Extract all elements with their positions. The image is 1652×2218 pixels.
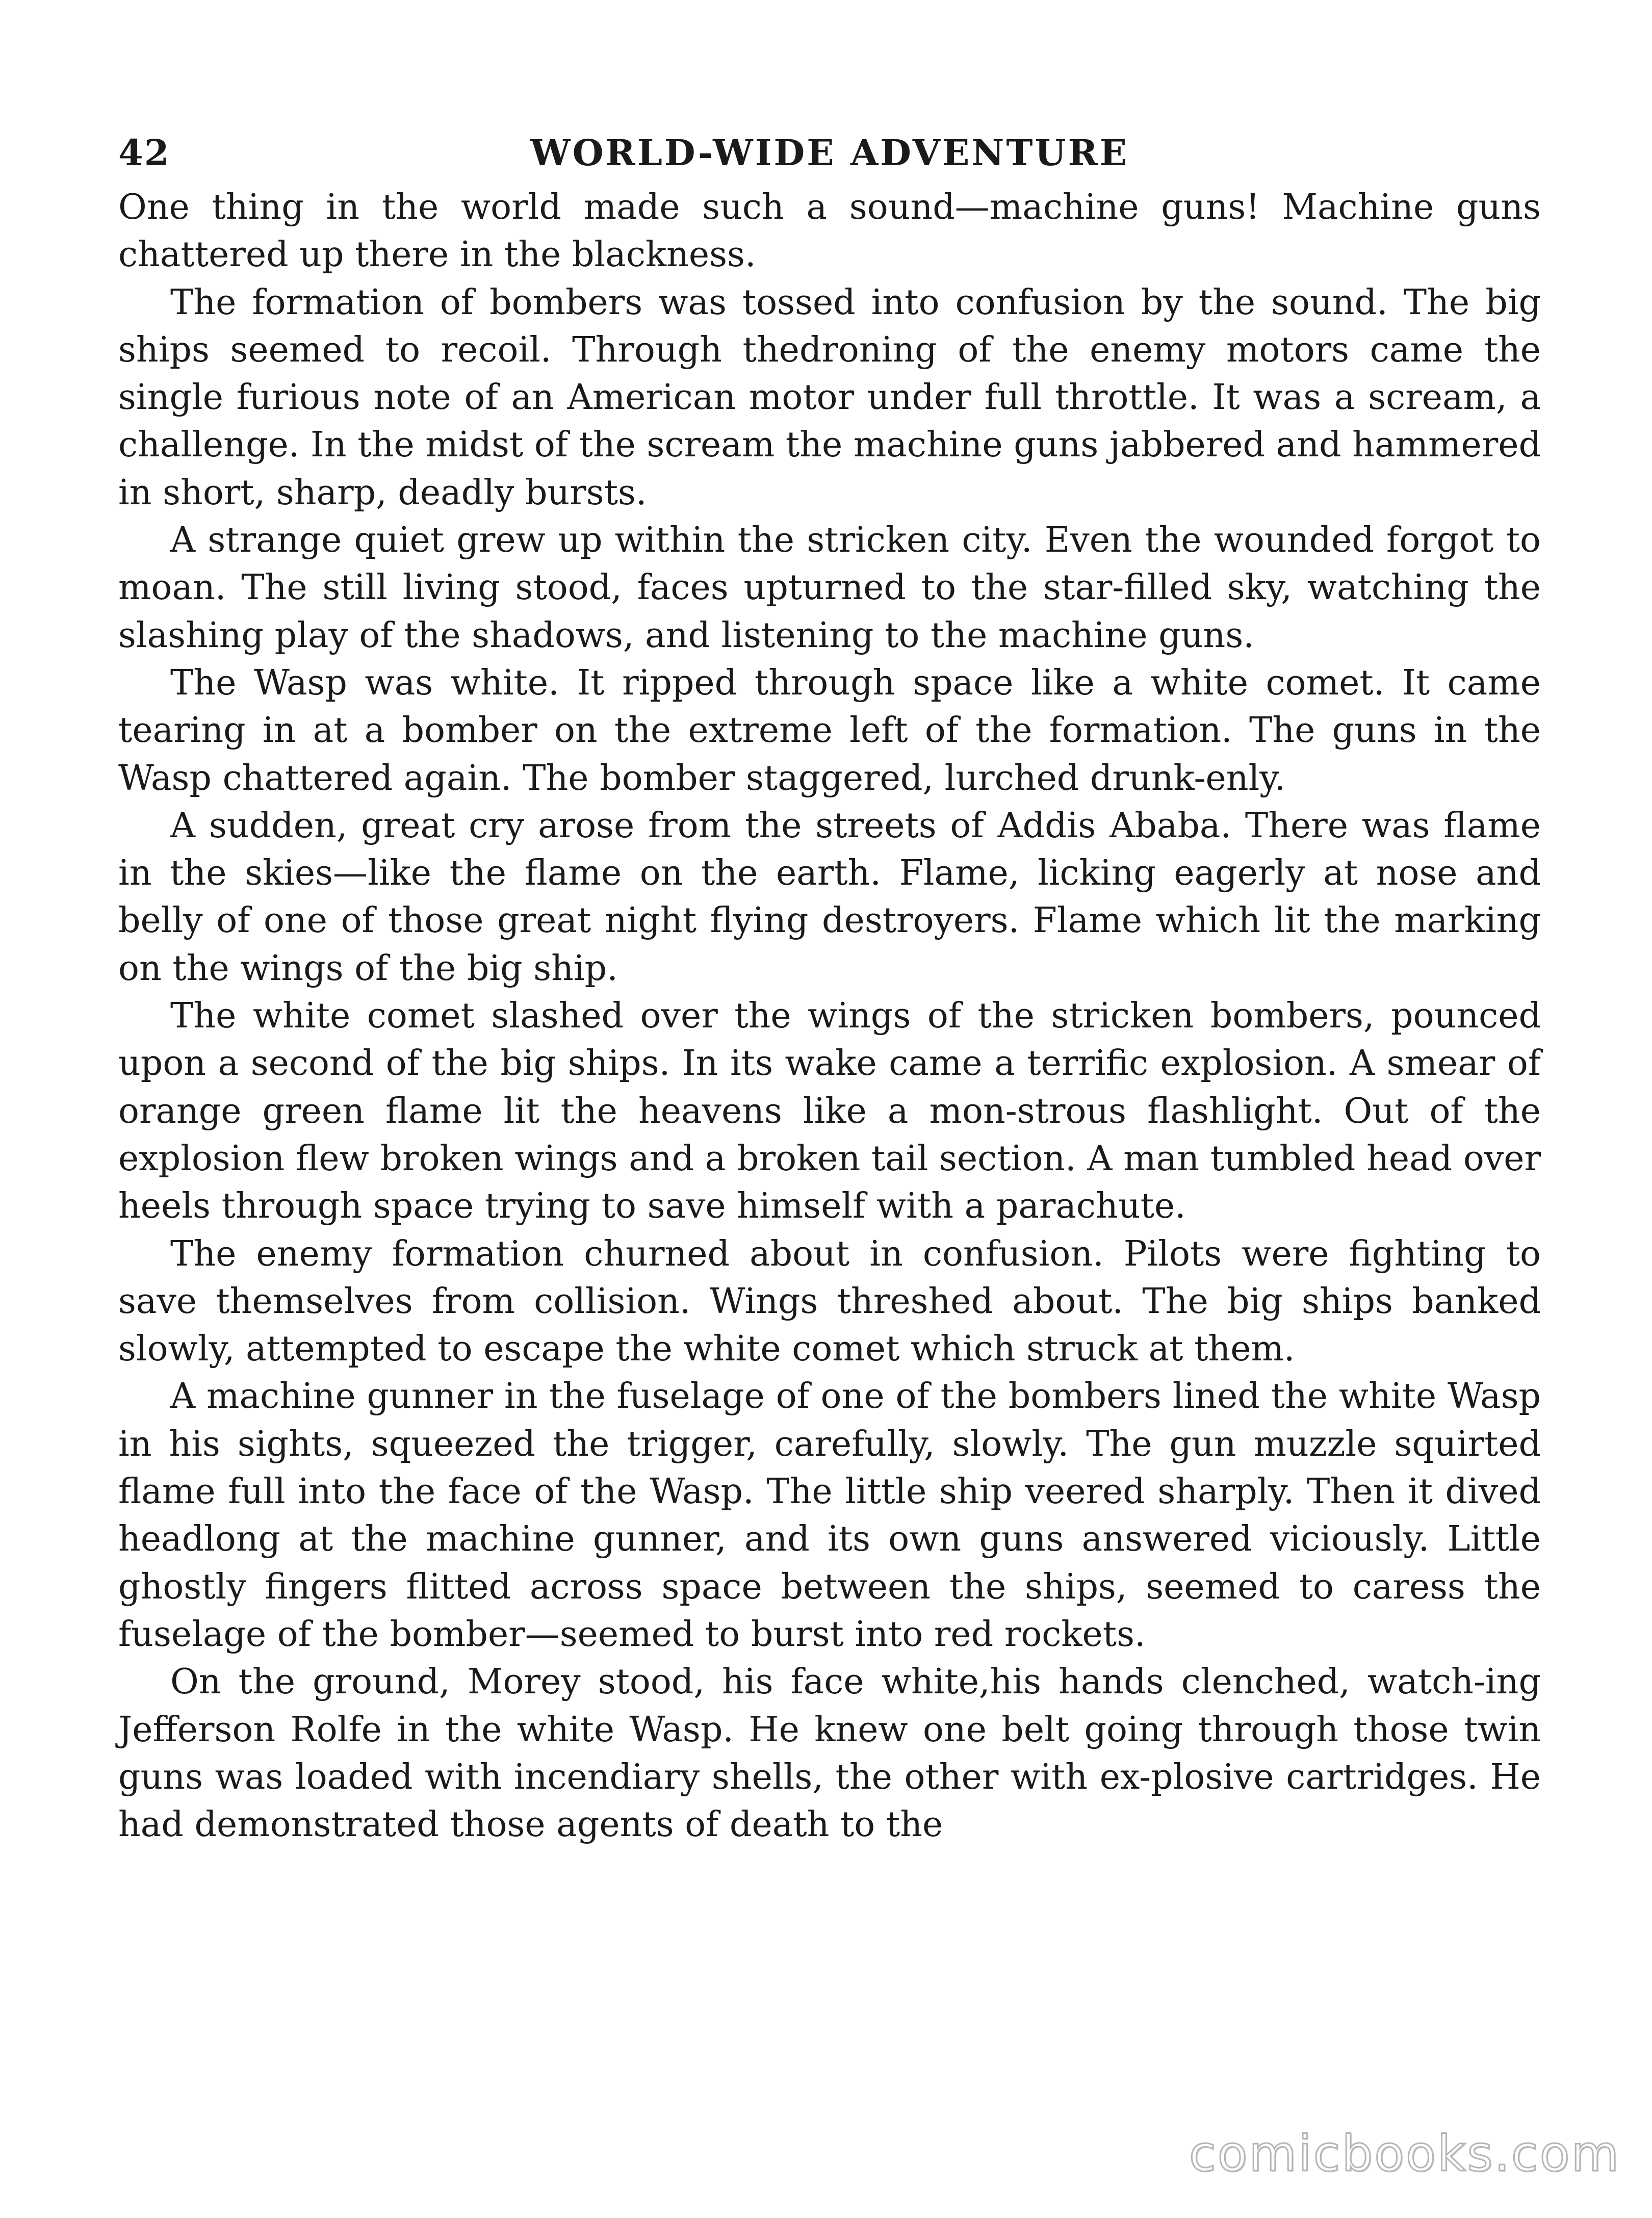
paragraph: A machine gunner in the fuselage of one of the bombers lined the white Wasp in his sights, squeezed the trigger, carefully, slowly. The gun muzzle squirted flame full into the face of the Wasp. The little ship veered sharply. Then it dived headlong at the machine gunner, and its own guns answered viciously. Little ghostly fingers flitted across space between the ships, seemed to caress the fuselage of the bomber—seemed to burst into red rockets.: [118, 1376, 1541, 1655]
paragraph: The white comet slashed over the wings of the stricken bombers, pounced upon a second of the big ships. In its wake came a terrific explosion. A smear of orange green flame lit the heavens like a mon-strous flashlight. Out of the explosion flew broken wings and a broken tail section. A man tumbled head over heels through space trying to save himself with a parachute.: [118, 996, 1541, 1227]
paragraph: One thing in the world made such a sound—machine guns! Machine guns chattered up there in the blackness.: [118, 187, 1541, 275]
page-number: 42: [118, 132, 170, 174]
running-title: WORLD-WIDE ADVENTURE: [530, 132, 1129, 174]
paragraph: A strange quiet grew up within the stricken city. Even the wounded forgot to moan. The still living stood, faces upturned to the star-filled sky, watching the slashing play of the shadows, and listening to the machine guns.: [118, 520, 1541, 656]
page-header: [118, 127, 1541, 184]
paragraph: The Wasp was white. It ripped through space like a white comet. It came tearing in at a bomber on the extreme left of the formation. The guns in the Wasp chattered again. The bomber staggered, lurched drunk-enly.: [118, 662, 1541, 798]
paragraph: The enemy formation churned about in confusion. Pilots were fighting to save themselves from collision. Wings threshed about. The big ships banked slowly, attempted to escape the white comet which struck at them.: [118, 1233, 1541, 1370]
paragraph: A sudden, great cry arose from the streets of Addis Ababa. There was flame in the skies—like the flame on the earth. Flame, licking eagerly at nose and belly of one of those great night flying destroyers. Flame which lit the marking on the wings of the big ship.: [118, 805, 1541, 989]
paragraph: On the ground, Morey stood, his face white,his hands clenched, watch-ing Jefferson Rolfe in the white Wasp. He knew one belt going through those twin guns was loaded with incendiary shells, the other with ex-plosive cartridges. He had demonstrated those agents of death to the: [118, 1662, 1541, 1845]
watermark: comicbooks.com: [1189, 2125, 1620, 2182]
body-text: [118, 184, 1541, 1848]
book-page: [118, 127, 1541, 2116]
paragraph: The formation of bombers was tossed into confusion by the sound. The big ships seemed to recoil. Through thedroning of the enemy motors came the single furious note of an American motor under full throttle. It was a scream, a challenge. In the midst of the scream the machine guns jabbered and hammered in short, sharp, deadly bursts.: [118, 282, 1541, 513]
